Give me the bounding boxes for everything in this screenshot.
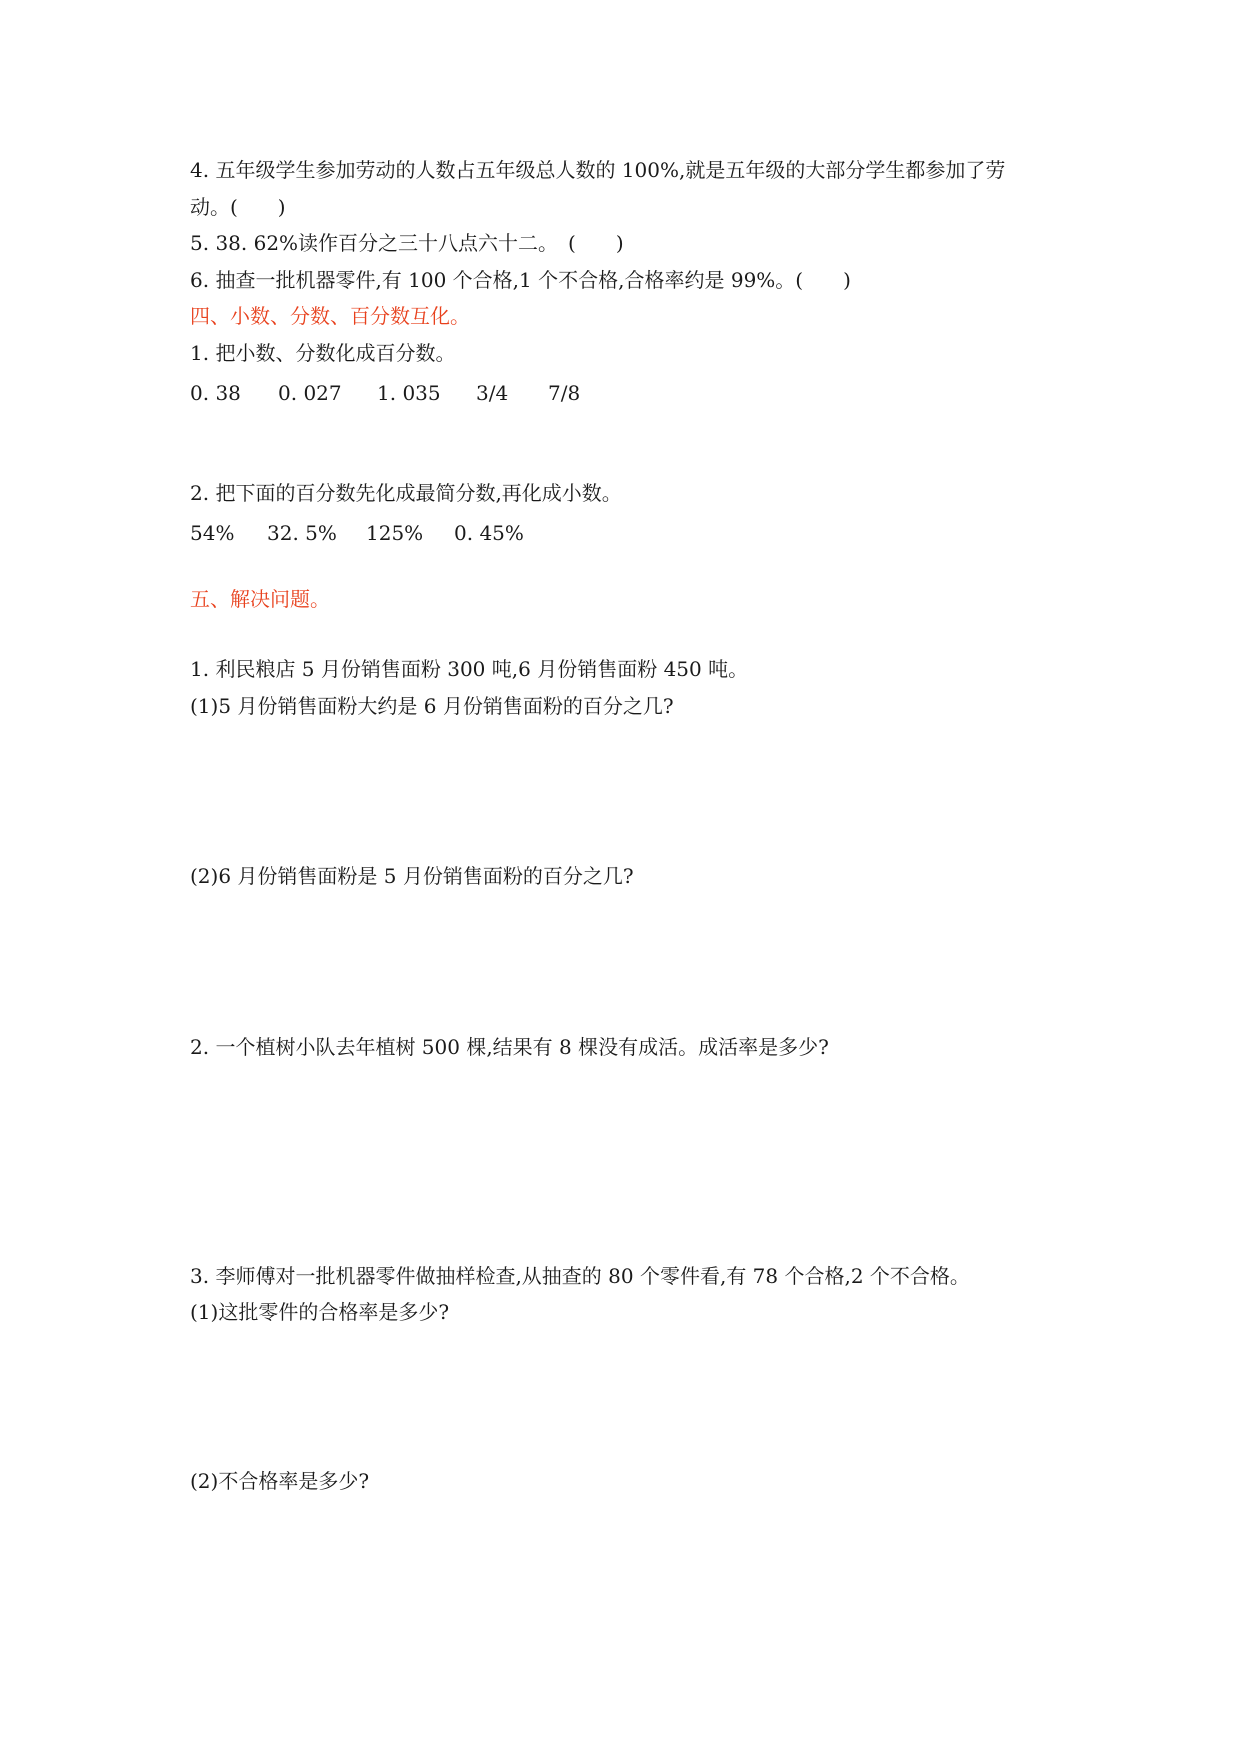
question-5-1: 1. 利民粮店 5 月份销售面粉 300 吨,6 月份销售面粉 450 吨。 xyxy=(190,657,749,681)
percent-item: 0. 45% xyxy=(454,521,524,545)
question-3-6: 6. 抽查一批机器零件,有 100 个合格,1 个不合格,合格率约是 99%。( ) xyxy=(190,268,851,292)
decimal-item: 0. 38 xyxy=(190,381,241,405)
question-5-2: 2. 一个植树小队去年植树 500 棵,结果有 8 棵没有成活。成活率是多少? xyxy=(190,1035,829,1059)
question-4-1-items xyxy=(190,379,580,407)
question-3-4-line2: 动。( ) xyxy=(190,195,286,219)
question-3-5: 5. 38. 62%读作百分之三十八点六十二。 ( ) xyxy=(190,231,624,255)
decimal-item: 0. 027 xyxy=(278,381,342,405)
question-5-3-sub1: (1)这批零件的合格率是多少? xyxy=(190,1300,450,1324)
question-3-4-line1: 4. 五年级学生参加劳动的人数占五年级总人数的 100%,就是五年级的大部分学生都参加了劳 xyxy=(190,158,1006,182)
question-4-2-items xyxy=(190,519,524,547)
percent-item: 32. 5% xyxy=(267,521,337,545)
question-4-2: 2. 把下面的百分数先化成最简分数,再化成小数。 xyxy=(190,481,622,505)
question-5-1-sub1: (1)5 月份销售面粉大约是 6 月份销售面粉的百分之几? xyxy=(190,694,674,718)
question-5-3: 3. 李师傅对一批机器零件做抽样检查,从抽查的 80 个零件看,有 78 个合格,2 个不合格。 xyxy=(190,1264,970,1288)
question-5-1-sub2: (2)6 月份销售面粉是 5 月份销售面粉的百分之几? xyxy=(190,864,634,888)
question-4-1: 1. 把小数、分数化成百分数。 xyxy=(190,341,456,365)
percent-item: 125% xyxy=(366,521,424,545)
question-5-3-sub2: (2)不合格率是多少? xyxy=(190,1469,370,1493)
section-4-heading: 四、小数、分数、百分数互化。 xyxy=(190,304,470,328)
fraction-item: 7/8 xyxy=(548,381,581,405)
section-5-heading: 五、解决问题。 xyxy=(190,587,330,611)
fraction-item: 3/4 xyxy=(476,381,509,405)
percent-item: 54% xyxy=(190,521,235,545)
decimal-item: 1. 035 xyxy=(377,381,441,405)
